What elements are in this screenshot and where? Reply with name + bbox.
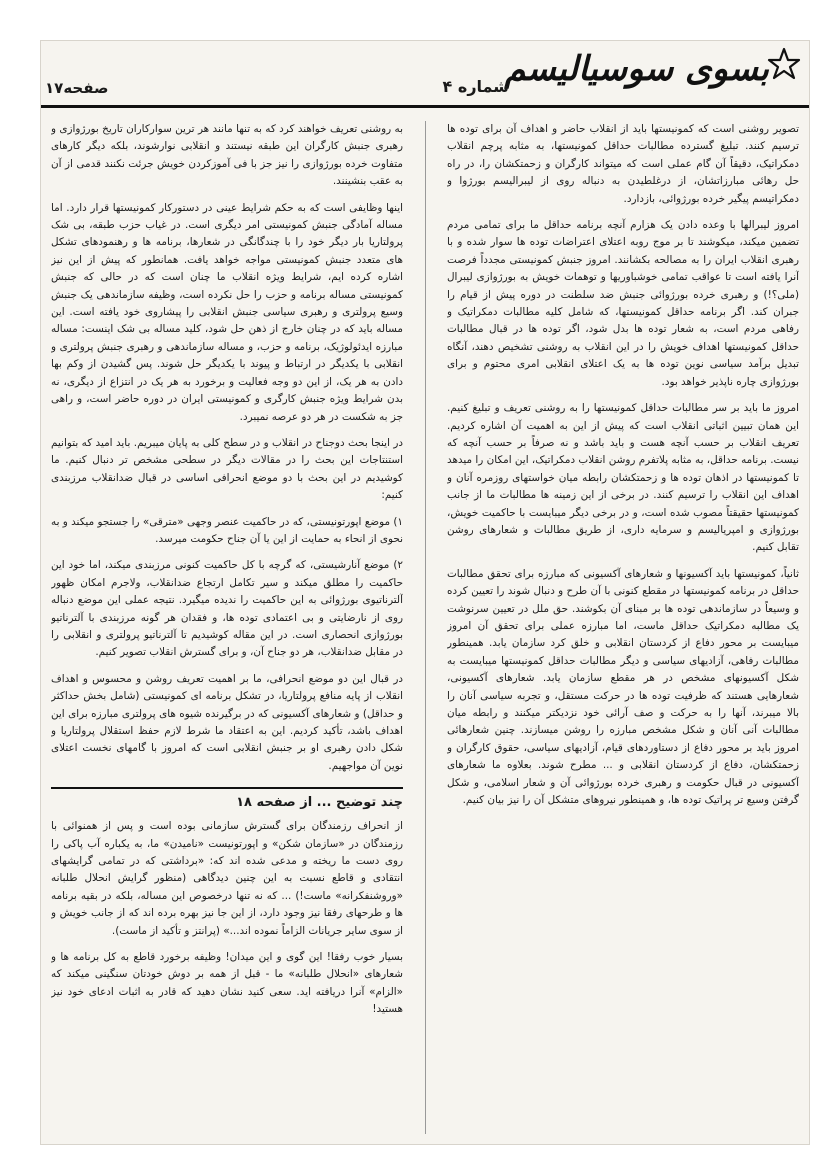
masthead [41,41,809,109]
masthead-rule [41,105,809,108]
right-column [447,121,799,1134]
paragraph: به روشنی تعریف خواهند کرد که به تنها مانند هر ترین سوارکاران تاریخ بورژوازی و رهبری جنبش کارگران این طبقه نیستند و انقلابی نوارشوند، بلکه دیگر کارهای متفاوت خرده بورژوازی را نیز جز با فی آموزکردن خویش جرئت نکنند قدمی از آن به عقب بنشینند. [51,123,403,188]
article-columns [51,121,799,1134]
paragraph: بسیار خوب رفقا! این گوی و این میدان! وظیفه برخورد قاطع به کل برنامه ها و شعارهای «انحلال طلبانه» ما - قبل از همه بر دوش خودتان سنگینی میکند که «الزام» آنرا دریافته اید. سعی کنید نشان دهید که قادر به اثبات ادعای خود نیز هستید! [51,951,403,1016]
column-divider [425,121,426,1134]
paragraph: ثانیاً، کمونیستها باید آکسیونها و شعارهای آکسیونی که مبارزه برای تحقق مطالبات حداقل در برنامه کمونیستها در مقطع کنونی با آن طرح و دنبال شوند را تعیین کرده و وسیعاً در سازماندهی توده ها بر مبنای آن بکوشند. حق ملل در تعیین سرنوشت یک مطالبه دمکراتیک حداقل ماست، اما مبارزه عملی برای تحقق آن امروز میبایست بر محور دفاع از کردستان انقلابی و خلق کرد سازمان یابد. همینطور مطالبات رفاهی، آزادیهای سیاسی و دیگر مطالبات حداقل کمونیستها میبایست به شکل آکسیونهای مشخص در هر مقطع سازمان یابد. شعارهای آکسیونی، شعارهایی هستند که ظرفیت توده ها در حرکت مستقل، و تجربه سیاسی آنان را بالا میبرند، آنها را به حرکت و صف آرائی خود نزدیکتر میکنند و رابطه میان مطالبات آنی آنان و شکل مشخص مبارزه را روشن میسازند. چنین شعارهائی امروز باید بر محور دفاع از دستاوردهای قیام، آزادیهای سیاسی، حقوق کارگران و زحمتکشان، دفاع از کردستان انقلابی و ... مطرح شوند. بعلاوه ما شعارهای آکسیونی در قبال حکومت و رهبری خرده بورژوائی آن و شعار اسلامی، و شکل گرفتن وسیع تر پراتیک توده ها، و همینطور نیروهای متشکل آن را نیز بیان کنیم. [447,567,799,807]
paragraph: در قبال این دو موضع انحرافی، ما بر اهمیت تعریف روشن و محسوس و اهداف انقلاب از پایه منافع پرولتاریا، در تشکل برنامه ای کمونیستی (شامل بخش حداکثر و حداقل) و شعارهای آکسیونی که در برگیرنده شیوه های پرولتری مبارزه برای این اهداف باشد، تأکید کردیم. این به اعتقاد ما شرط لازم حفظ استقلال پرولتاریا و شکل دادن رهبری او بر جنبش انقلابی است که امروز با گامهای نخست اعتلای نوین آن مواجهیم. [51,672,403,772]
issue-number: شماره ۴ [442,77,509,96]
list-item: ۱) موضع اپورتونیستی، که در حاکمیت عنصر وجهی «مترقی» را جستجو میکند و به نحوی از انحاء به حمایت از این یا آن جناح حکومت میرسد. [51,515,403,545]
continuation-heading [51,787,403,810]
continuation-heading-text: چند توضیح ... از صفحه ۱۸ [236,795,403,811]
page-number: صفحه۱۷ [45,79,109,97]
paragraph: از انحراف رزمندگان برای گسترش سازمانی بوده است و پس از همنوائی با رزمندگان در «سازمان شکن» و اپورتونیست «نامیدن» ما، به یکباره آب پاکی را روی دست ما ریخته و مدعی شده اند که: «برداشتی که در تمامی گرایشهای انتقادی و قاطع نسبت به این چنین دیدگاهی (منظور گرایش انحلال طلبانه «وروشنفکرانه» ماست!) ... که نه تنها درخصوص این مساله، بلکه در بقیه برنامه ها و طرحهای رفقا نیز وجود دارد، از این جا نیز بهره برده اند که از جانب خویش و از سوی سایر جریانات الزاماً نموده اند...» (پرانتز و تأکید از ماست). [51,820,403,937]
paragraph: تصویر روشنی است که کمونیستها باید از انقلاب حاضر و اهداف آن برای توده ها ترسیم کنند. تبلیغ گسترده مطالبات حداقل کمونیستها، به مثابه پرچم انقلاب دمکراتیک، دقیقاً آن گام عملی است که میتواند کارگران و زحمتکشان را، در راه حل رهائی مبارزاتشان، از درغلطیدن به دنباله روی از لیبرالیسم بورژوا و دمکراتیسم پیگیر خرده بورژوائی، بازدارد. [447,123,799,205]
paragraph: در اینجا بحث دوجناح در انقلاب و در سطح کلی به پایان میبریم. باید امید که بتوانیم استنتاجات این بحث را در مقالات دیگر در سطحی مشخص تر دنبال کنیم. ما کوشیدیم در این بحث با دو موضع انحرافی اساسی در قبال ضدانقلاب مرزبندی کنیم: [51,436,403,502]
left-column [51,121,403,1134]
list-item: ۲) موضع آنارشیستی، که گرچه با کل حاکمیت کنونی مرزبندی میکند، اما خود این حاکمیت را مطلق میکند و سیر تکامل ارتجاع ضدانقلاب، ولاجرم امکان ظهور آلترناتیوی بورژوائی به این حاکمیت را ندیده میگیرد. نتیجه عملی این موضع دنباله روی از نارضایتی و بی اعتمادی توده ها، و فقدان هر گونه مرزبندی با آلترناتیو بورژوازی انحصاری است. در این مقاله کوشیدیم تا آلترناتیو پرولتری و انقلابی را در مقابل ضدانقلاب، هر دو جناح آن، و برای گسترش انقلاب تصویر کنیم. [51,559,403,659]
newspaper-page [40,40,810,1145]
star-icon [767,47,801,81]
paragraph: امروز لیبرالها با وعده دادن یک هزارم آنچه برنامه حداقل ما برای تمامی مردم تضمین میکند، میکوشند تا بر موج روبه اعتلای اعتراضات توده ها سوار شده و با رهبری انقلاب ایران را به مصالحه بکشانند. امروز جنبش کمونیستی مجدداً فرصت آنرا یافته است تا عواقب تمامی خوشباوریها و توهمات خویش به بورژوازی لیبرال (ملی؟!) و رهبری خرده بورژوائی جنبش ضد سلطنت در دوره پیش از قیام را جبران کند. اگر برنامه حداقل کمونیستها، که شامل کلیه مطالبات دمکراتیک و رفاهی مردم است، به شعار توده ها بدل شود، اگر توده ها در قبال مطالبات حداقل کمونیستها اهداف خویش را در این انقلاب به روشنی تشخیص دهند، آنگاه تبدیل برآمد سیاسی نوین توده ها به یک اعتلای انقلابی امری محتوم و برای بورژوازی چاره ناپذیر خواهد بود. [447,219,799,388]
paragraph: اینها وظایفی است که به حکم شرایط عینی در دستورکار کمونیستها قرار دارد. اما مساله آمادگی جنبش کمونیستی امر دیگری است. در غیاب حزب طبقه، بی شک پرولتاریا بار دیگر خود را با چندگانگی در شعارها، برنامه ها و رهنمودهای تشکل های متعدد جنبش کمونیستی مواجه خواهد یافت. همانطور که پیش از این نیز اشاره کرده ایم، شرایط ویژه انقلاب ما چنان است که در حالی که جنبش کمونیستی مساله برنامه و حزب را حل نکرده است، وظیفه سازماندهی یک جنبش وسیع پرولتری و رهبری سیاسی جنبش انقلابی را پیشاروی خود یافته است. این مساله باید که در چنان خارج از ذهن حل شود، کلید مساله بی شک اینست: مساله مبارزه ایدئولوژیک، برنامه و حزب، و مساله سازماندهی و رهبری جنبش پرولتری و انقلابی با یکدیگر در ارتباط و پیوند با یکدیگر حل شوند. پس گشیدن از وکم بها دادن به هر یک، از این دو وجه فعالیت و برخورد به هر یک در انتزاع از دیگری، نه بدن شرایط ویژه جنبش کارگری و کمونیستی ایران در دوره حاضر است، و راهی جز به شکست در هر دو عرصه نمیبرد. [51,201,403,423]
publication-logo: بسوی سوسیالیسم [504,49,769,89]
paragraph: امروز ما باید بر سر مطالبات حداقل کمونیستها را به روشنی تعریف و تبلیغ کنیم. این همان تبیین اثباتی انقلاب است که پیش از این به اهمیت آن اشاره کردیم. تعریف انقلاب بر حسب آنچه هست و باید باشد و نه صرفاً بر حسب آنچه که نیست. برنامه حداقل، به مثابه پلاتفرم روشن انقلاب دمکراتیک، این امکان را میدهد تا کمونیستها در اذهان توده ها و زحمتکشان رابطه میان خواستهای روزمره آنان و اهداف این انقلاب را ترسیم کنند. در برخی از این زمینه ها مطالبات ما از جانب کمونیستها حقیقتاً مصوب شده است، و در برخی دیگر میبایست با حاکمیت خویش، بورژوازی و امپریالیسم و سرمایه داری، از طریق مطالبات و شعارهای روشن تقابل کنیم. [447,402,799,554]
